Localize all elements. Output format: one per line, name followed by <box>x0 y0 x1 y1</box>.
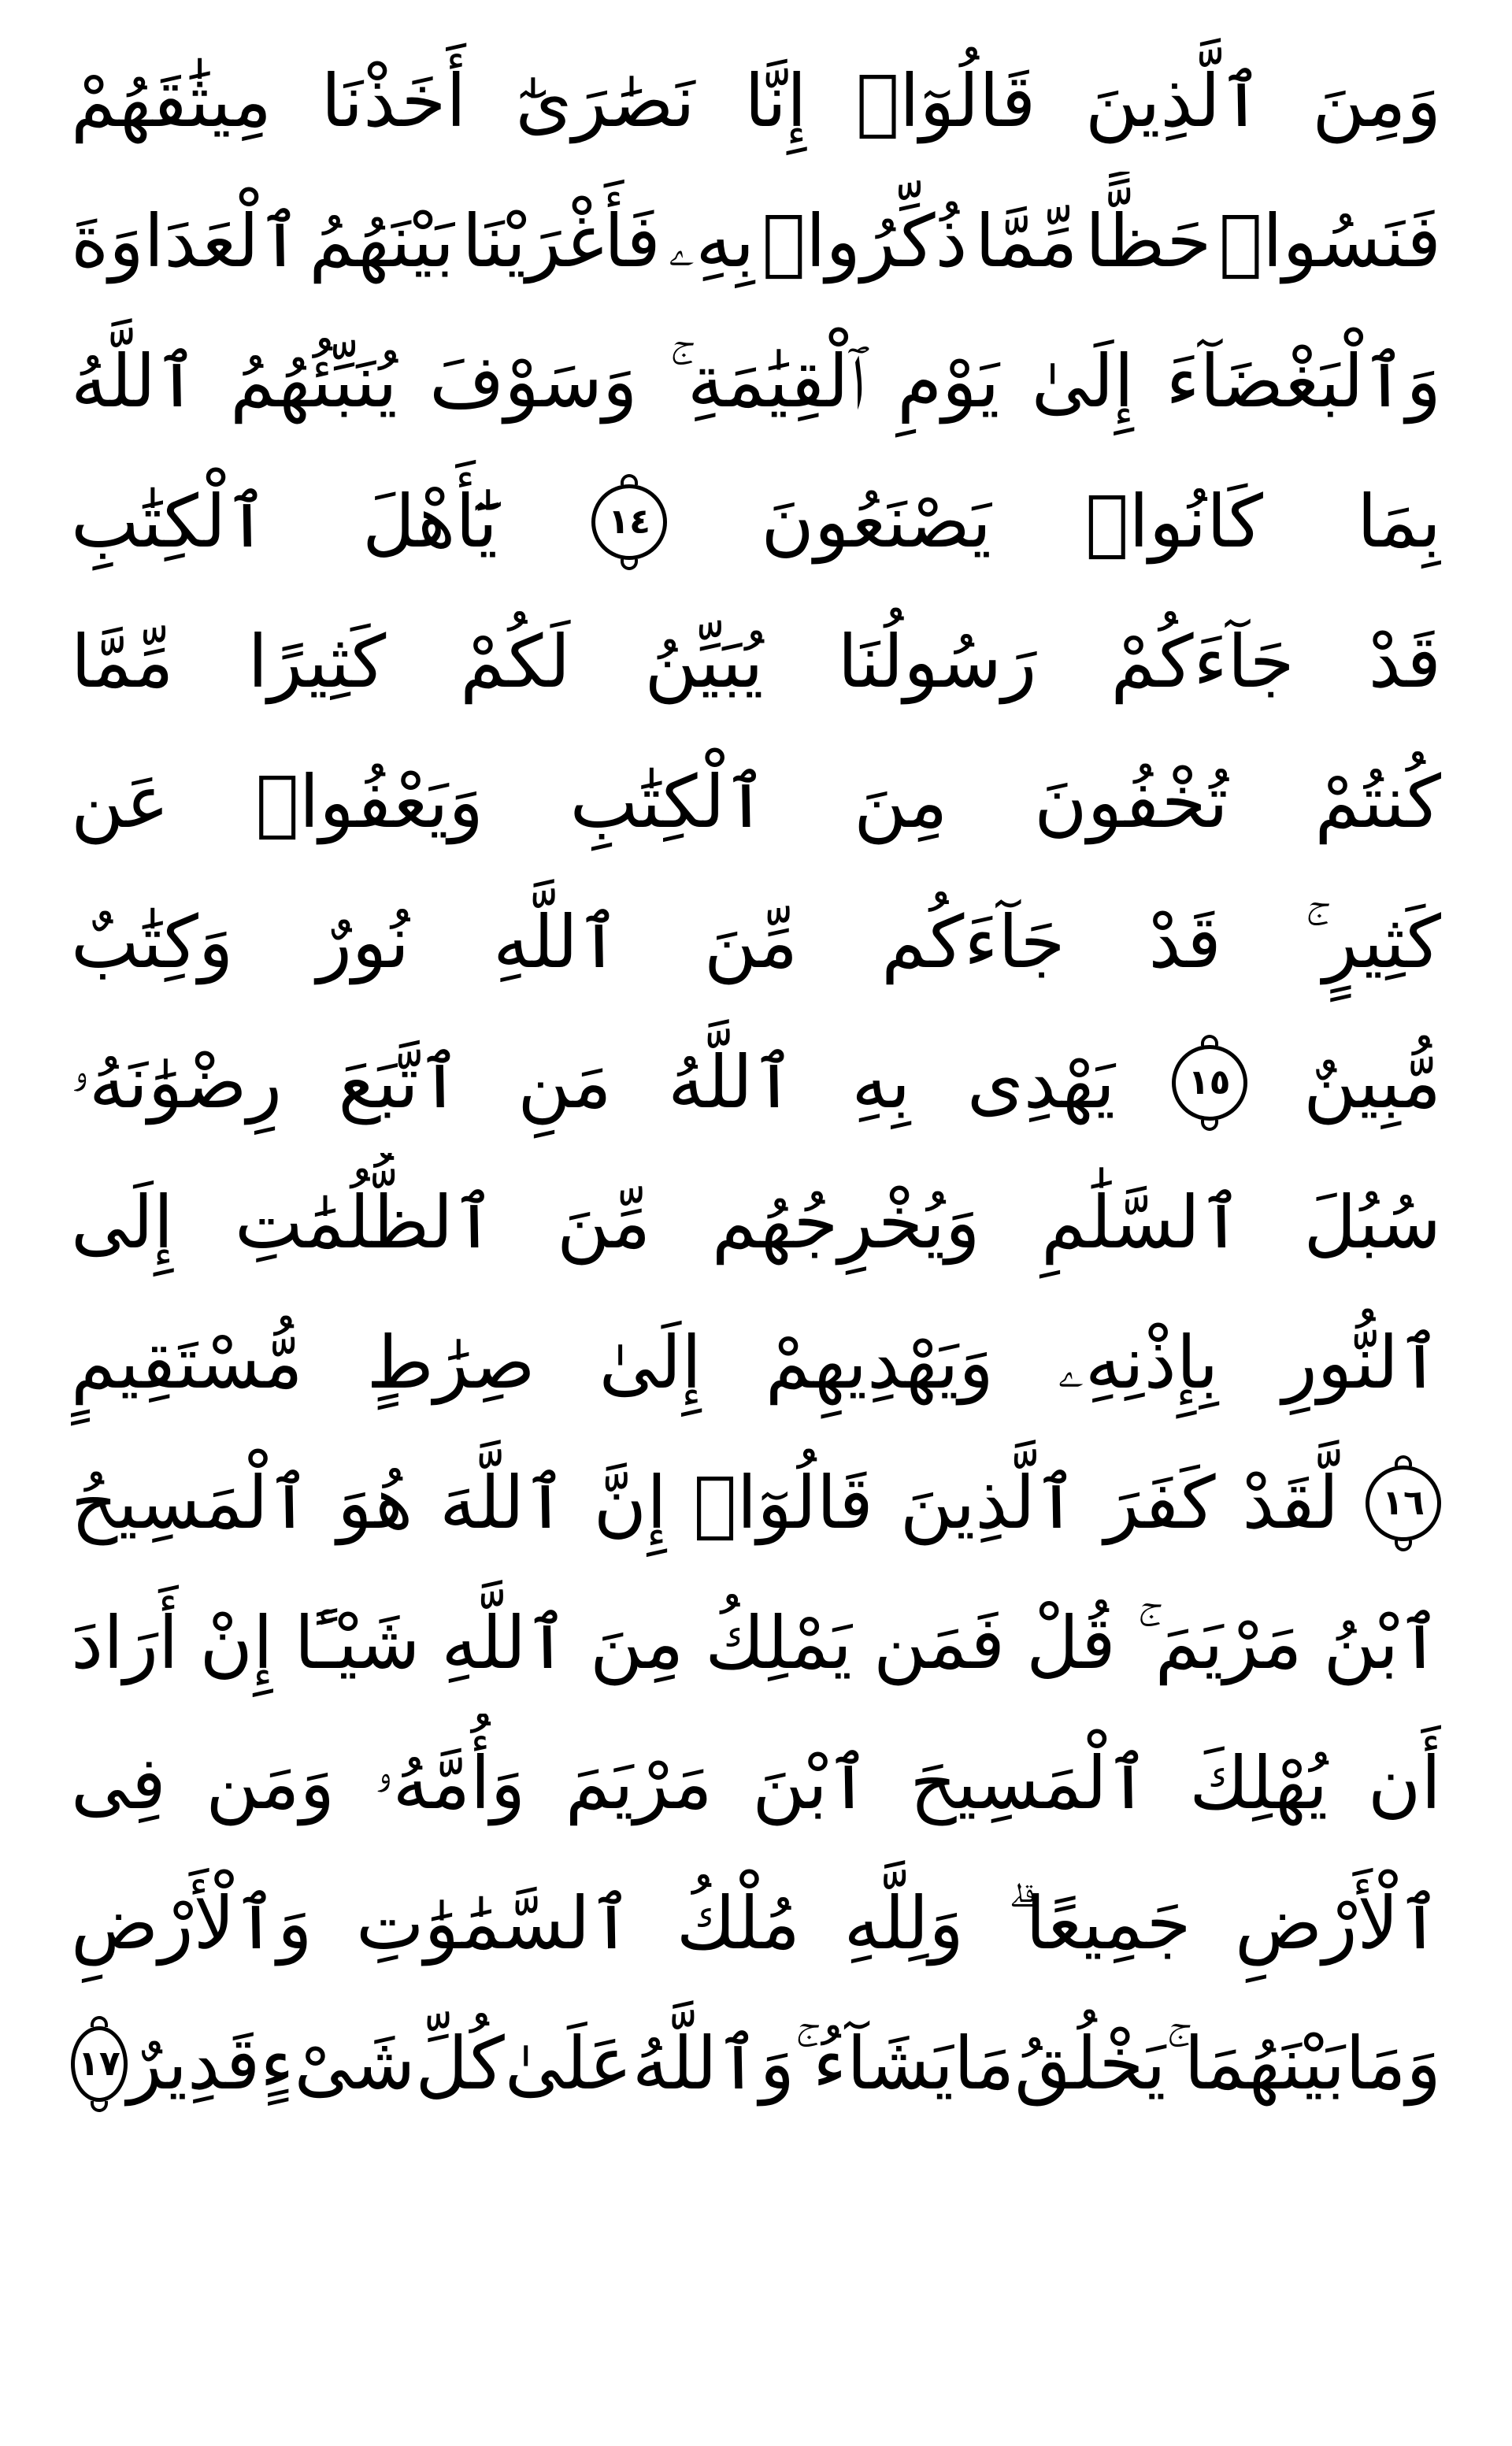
verse-word: إِنَّا <box>744 59 807 143</box>
verse-line <box>71 1714 1441 1854</box>
verse-word: بِمَا <box>1357 480 1441 564</box>
verse-word: وَكِتَٰبٌ <box>71 900 234 984</box>
verse-word: يَخْلُقُ <box>1014 2022 1166 2106</box>
verse-word: قَدِيرٌ <box>127 2022 261 2106</box>
verse-word: يَمْلِكُ <box>705 1601 853 1685</box>
verse-word: حَظًّا <box>1085 199 1212 284</box>
verse-word: لَكُمْ <box>460 620 571 704</box>
verse-word: وَمِنَ <box>1312 59 1441 143</box>
verse-word: مَنِ <box>517 1040 612 1125</box>
verse-word: وَيُخْرِجُهُم <box>711 1180 980 1265</box>
verse-word: ٱلْقِيَٰمَةِ ۚ <box>669 339 865 424</box>
verse-word: قَدْ <box>1148 900 1221 984</box>
verse-word: مِّنَ <box>703 900 799 984</box>
verse-word: قُلْ <box>1026 1601 1116 1685</box>
verse-word: ٱلْمَسِيحُ <box>71 1461 311 1545</box>
verse-word: ٱتَّبَعَ <box>338 1040 461 1125</box>
verse-word: فَنَسُوا۟ <box>1218 199 1441 284</box>
verse-word: ٱلظُّلُمَٰتِ <box>234 1180 496 1265</box>
verse-lines <box>71 32 1441 2134</box>
verse-word: كَانُوا۟ <box>1085 480 1263 564</box>
ayah-number-marker: ١٦ <box>1366 1466 1441 1541</box>
verse-word: مِيثَٰقَهُمْ <box>71 59 272 143</box>
verse-word: مُّبِينٌ <box>1303 1040 1441 1125</box>
verse-word: فِى <box>71 1741 166 1825</box>
ayah-number-marker: ١٧ <box>71 2026 128 2102</box>
verse-word: نَصَٰرَىٰٓ <box>515 59 695 143</box>
verse-word: يَهْدِى <box>966 1040 1116 1125</box>
verse-word: بَيْنَهُمَا ۚ <box>1166 2022 1346 2106</box>
verse-line <box>71 592 1441 732</box>
verse-word: بِهِ <box>851 1040 911 1125</box>
verse-word: قَدْ <box>1368 620 1441 704</box>
verse-word: إِنْ <box>199 1601 273 1685</box>
verse-word: وَأُمَّهُۥ <box>374 1741 526 1825</box>
verse-word: يَٰٓأَهْلَ <box>362 480 498 564</box>
verse-word: إِلَى <box>71 1180 174 1265</box>
verse-word: مِّمَّا <box>71 620 174 704</box>
verse-word: مِنَ <box>854 760 948 844</box>
verse-word: ٱللَّهِ <box>441 1601 569 1685</box>
verse-word: وَيَهْدِيهِمْ <box>765 1321 994 1405</box>
verse-word: أَن <box>1367 1741 1441 1825</box>
verse-word: وَٱلْبَغْضَآءَ <box>1166 339 1441 424</box>
verse-word: كَثِيرٍ ۚ <box>1304 900 1441 984</box>
verse-word: ٱلَّذِينَ <box>1084 59 1263 143</box>
verse-word: وَمَن <box>206 1741 335 1825</box>
verse-line <box>71 1994 1441 2134</box>
verse-word: نُورٌ <box>317 900 410 984</box>
verse-line <box>71 1433 1441 1573</box>
verse-word: لَّقَدْ <box>1242 1461 1340 1545</box>
verse-line <box>71 1293 1441 1433</box>
verse-word: ٱلْأَرْضِ <box>1234 1881 1441 1966</box>
verse-word: جَمِيعًا ۗ <box>1007 1881 1191 1966</box>
verse-word: إِنَّ <box>593 1461 667 1545</box>
verse-word: أَرَادَ <box>71 1601 179 1685</box>
verse-line <box>71 732 1441 873</box>
verse-word: رِضْوَٰنَهُۥ <box>71 1040 283 1125</box>
verse-word: مِّنَ <box>556 1180 651 1265</box>
verse-word: بَيْنَهُمُ <box>309 199 455 284</box>
verse-word: يَوْمِ <box>897 339 1000 424</box>
verse-word: يَصْنَعُونَ <box>761 480 991 564</box>
verse-word: يَشَآءُ ۚ <box>795 2022 954 2106</box>
verse-line <box>71 1153 1441 1293</box>
verse-word: وَسَوْفَ <box>429 339 638 424</box>
verse-word: أَخَذْنَا <box>321 59 466 143</box>
verse-word: تُخْفُونَ <box>1034 760 1228 844</box>
verse-word: إِلَىٰ <box>598 1321 702 1405</box>
verse-word: هُوَ <box>337 1461 413 1545</box>
verse-word: ٱللَّهِ <box>493 900 621 984</box>
verse-word: ٱلْعَدَاوَةَ <box>71 199 302 284</box>
verse-line <box>71 873 1441 1013</box>
verse-line <box>71 312 1441 452</box>
verse-word: جَآءَكُمْ <box>1110 620 1295 704</box>
verse-word: كُنتُمْ <box>1314 760 1441 844</box>
verse-word: ٱبْنُ <box>1323 1601 1441 1685</box>
verse-word: سُبُلَ <box>1303 1180 1441 1265</box>
verse-word: مُلْكُ <box>676 1881 801 1966</box>
verse-word: ٱلْكِتَٰبِ <box>71 480 269 564</box>
verse-word: مَرْيَمَ ۚ <box>1136 1601 1303 1685</box>
verse-word: ٱللَّهُ <box>668 1040 795 1125</box>
verse-word: رَسُولُنَا <box>837 620 1037 704</box>
verse-line <box>71 1013 1441 1153</box>
verse-word: جَآءَكُم <box>881 900 1065 984</box>
verse-word: ٱلَّذِينَ <box>899 1461 1078 1545</box>
verse-word: كُلِّ <box>415 2022 505 2106</box>
verse-word: وَٱلْأَرْضِ <box>71 1881 313 1966</box>
verse-word: قَالُوٓا۟ <box>693 1461 873 1545</box>
verse-word: مِّمَّا <box>975 199 1078 284</box>
ayah-number-marker: ١٥ <box>1172 1045 1247 1121</box>
verse-word: ٱلْمَسِيحَ <box>910 1741 1150 1825</box>
verse-word: ٱلسَّمَٰوَٰتِ <box>355 1881 633 1966</box>
verse-word: يُهْلِكَ <box>1189 1741 1329 1825</box>
verse-word: مِنَ <box>590 1601 684 1685</box>
verse-line <box>71 1573 1441 1714</box>
verse-word: ٱللَّهُ <box>71 339 198 424</box>
verse-word: ٱلسَّلَٰمِ <box>1041 1180 1243 1265</box>
verse-word: بِهِۦ <box>668 199 755 284</box>
verse-line <box>71 32 1441 172</box>
verse-word: قَالُوٓا۟ <box>855 59 1036 143</box>
verse-word: وَلِلَّهِ <box>843 1881 964 1966</box>
verse-word: بِإِذْنِهِۦ <box>1057 1321 1219 1405</box>
verse-word: عَلَىٰ <box>504 2022 632 2106</box>
verse-word: فَمَن <box>873 1601 1006 1685</box>
verse-word: وَمَا <box>1345 2022 1441 2106</box>
verse-word: ذُكِّرُوا۟ <box>762 199 968 284</box>
verse-word: مَا <box>953 2022 1015 2106</box>
verse-word: ٱلنُّورِ <box>1282 1321 1441 1405</box>
ayah-number-marker: ١٤ <box>591 484 667 560</box>
verse-line <box>71 172 1441 312</box>
verse-word: شَىْءٍ <box>260 2022 416 2106</box>
verse-word: شَيْـًٔا <box>294 1601 421 1685</box>
verse-word: كَفَرَ <box>1104 1461 1216 1545</box>
verse-word: كَثِيرًا <box>247 620 387 704</box>
verse-word: فَأَغْرَيْنَا <box>461 199 661 284</box>
verse-word: إِلَىٰ <box>1031 339 1134 424</box>
verse-word: صِرَٰطٍ <box>366 1321 536 1405</box>
verse-line <box>71 1854 1441 1994</box>
verse-word: مَرْيَمَ <box>565 1741 713 1825</box>
verse-word: عَن <box>71 760 169 844</box>
verse-word: ٱلْكِتَٰبِ <box>569 760 768 844</box>
verse-word: وَيَعْفُوا۟ <box>255 760 484 844</box>
verse-word: يُبَيِّنُ <box>644 620 764 704</box>
verse-word: وَٱللَّهُ <box>632 2022 795 2106</box>
verse-word: ٱللَّهَ <box>439 1461 567 1545</box>
verse-word: ٱبْنَ <box>752 1741 870 1825</box>
verse-word: يُنَبِّئُهُمُ <box>230 339 398 424</box>
verse-line <box>71 452 1441 592</box>
verse-word: مُّسْتَقِيمٍ <box>71 1321 303 1405</box>
